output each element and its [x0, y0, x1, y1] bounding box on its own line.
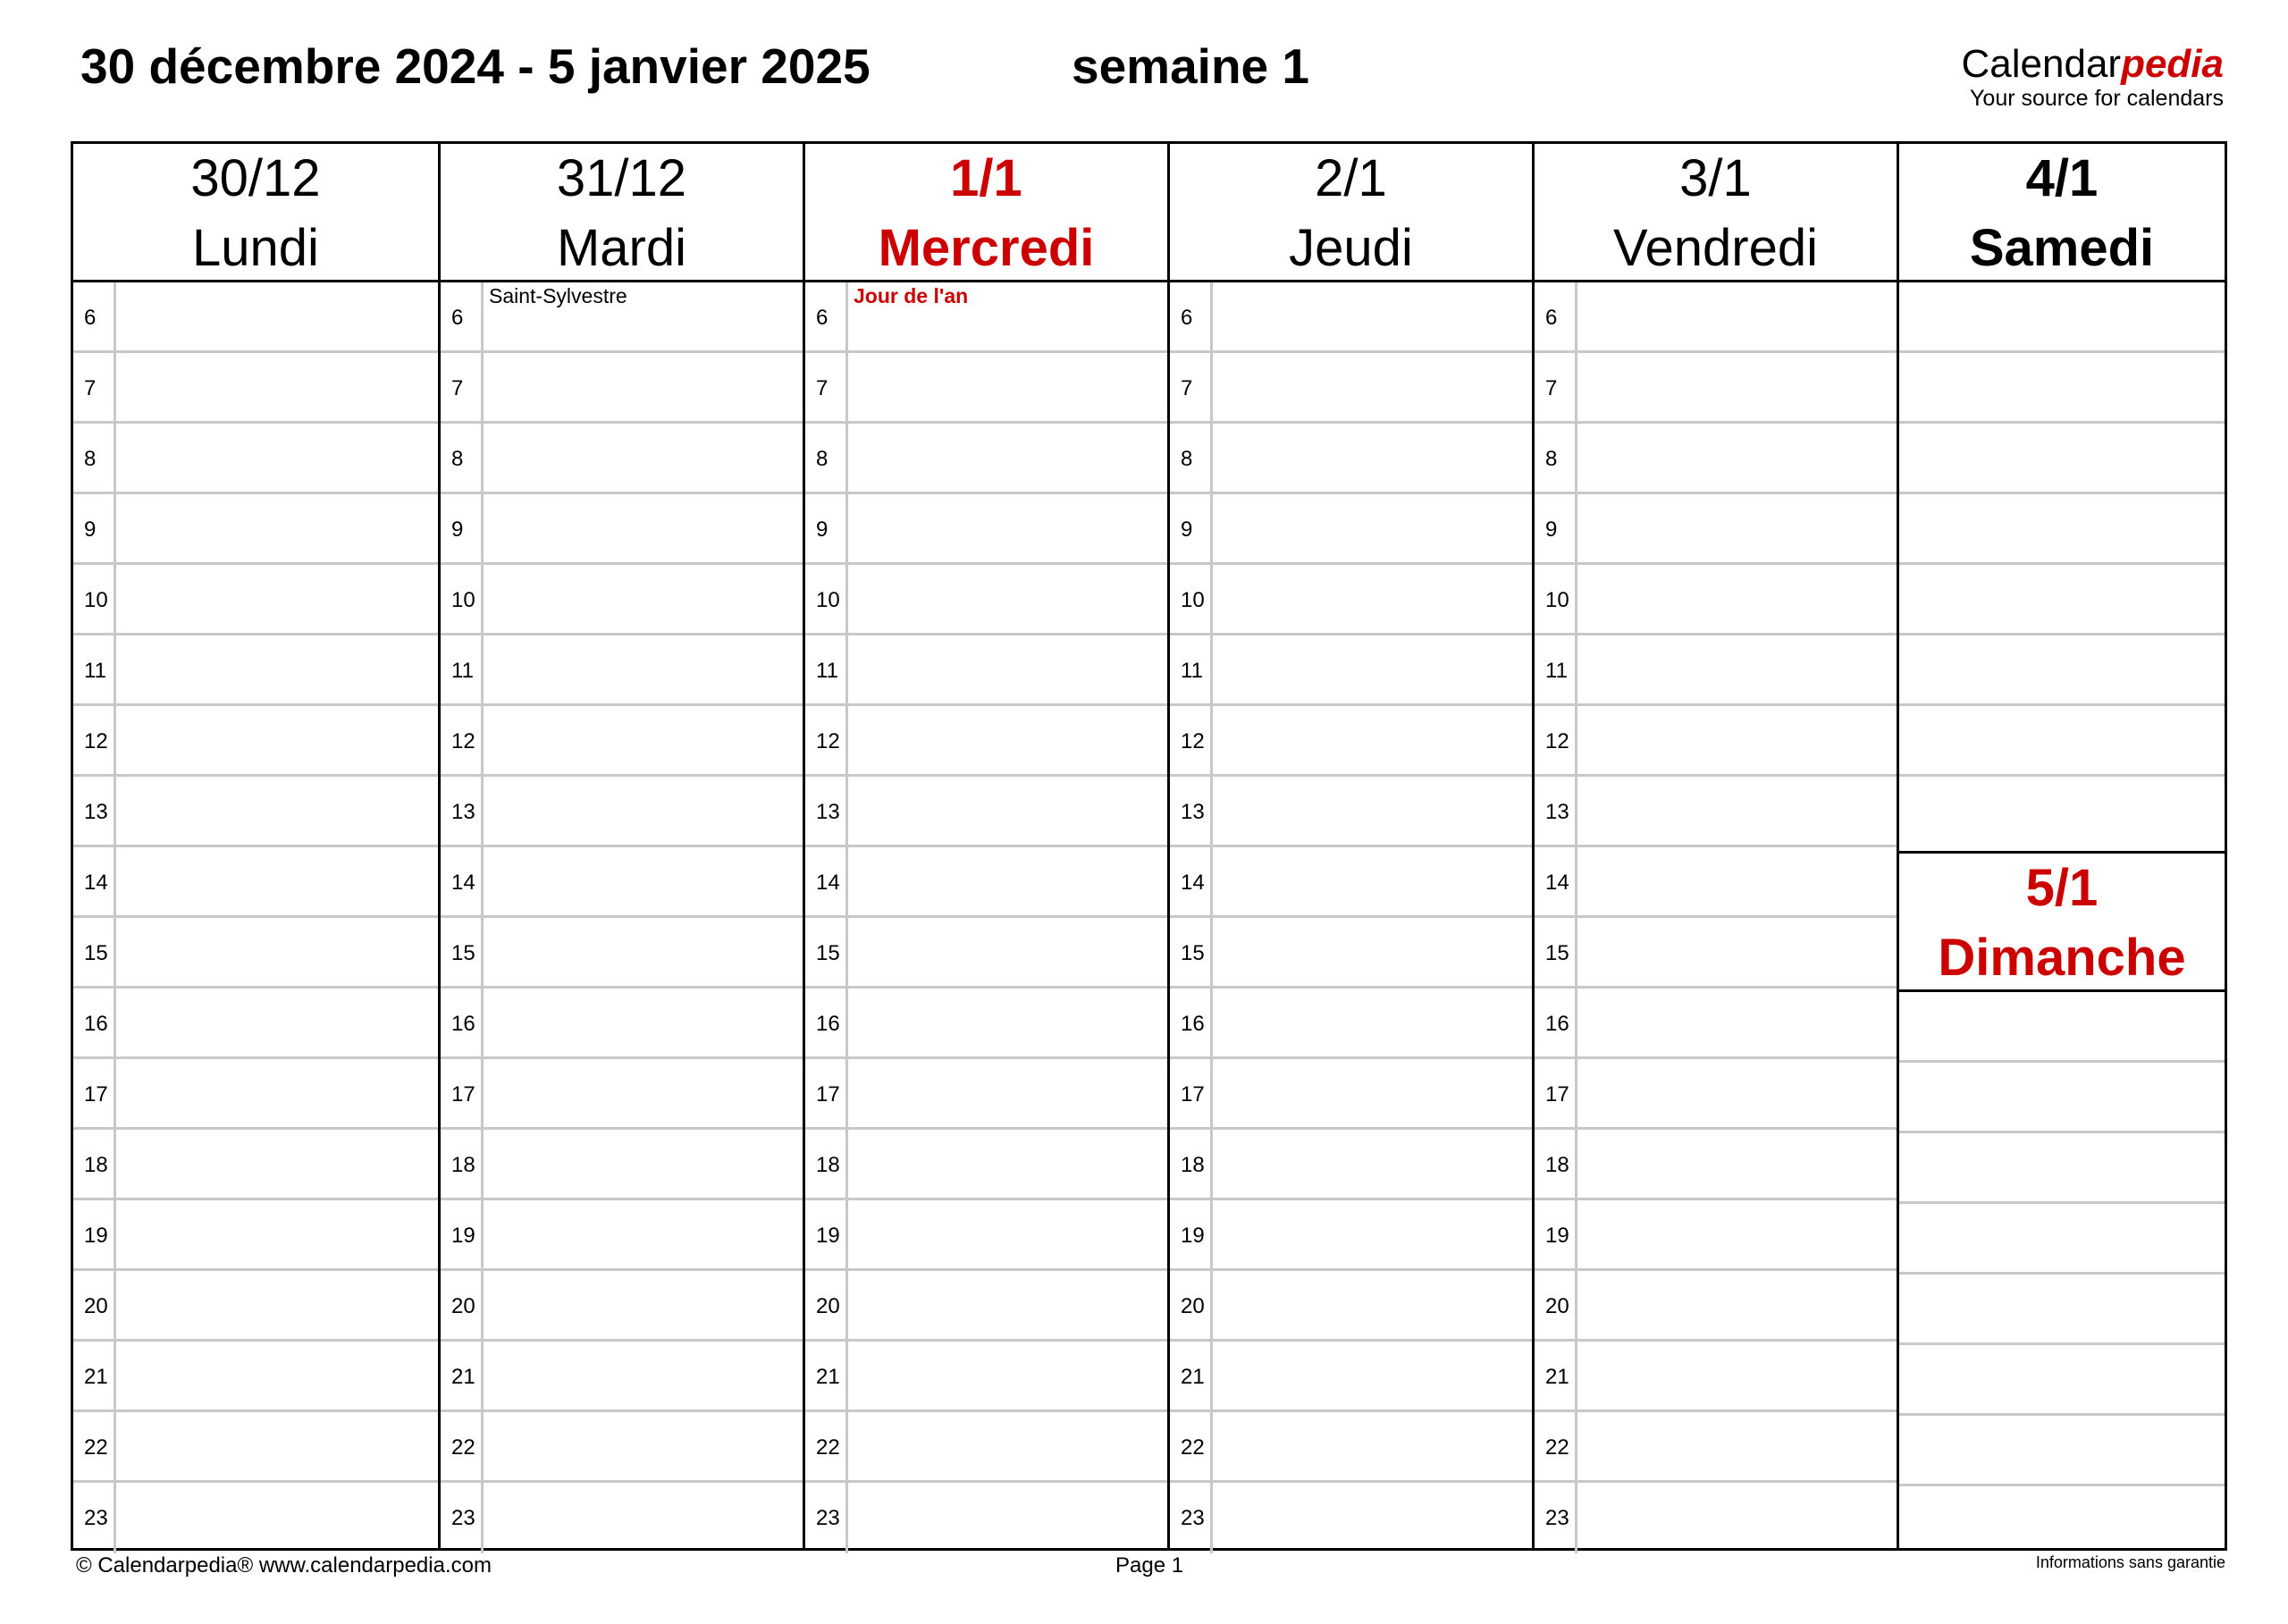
day-column [73, 144, 438, 1548]
hour-slot[interactable] [441, 777, 803, 847]
hour-slot[interactable] [1535, 1200, 1897, 1271]
day-name: Mardi [556, 219, 687, 277]
hour-slot[interactable] [1170, 989, 1532, 1059]
weekend-slot[interactable] [1899, 1063, 2225, 1133]
day-date: 30/12 [190, 149, 321, 207]
hour-label: 14 [805, 847, 848, 915]
hour-slot[interactable] [441, 847, 803, 918]
hour-label: 7 [441, 353, 484, 421]
weekend-slot[interactable] [1899, 565, 2225, 635]
hour-label: 23 [805, 1483, 848, 1553]
hour-label: 6 [73, 282, 116, 350]
hour-label: 9 [441, 494, 484, 562]
hour-label: 18 [441, 1130, 484, 1198]
hour-label: 15 [441, 918, 484, 986]
hour-slot[interactable] [441, 989, 803, 1059]
hour-label: 10 [1170, 565, 1213, 633]
hour-label: 20 [441, 1271, 484, 1339]
day-column [1167, 144, 1532, 1548]
hour-label: 19 [1170, 1200, 1213, 1268]
hour-slot[interactable] [73, 1483, 438, 1553]
hour-label: 10 [73, 565, 116, 633]
hour-slot[interactable] [1170, 918, 1532, 989]
hour-label: 16 [1535, 989, 1577, 1056]
hour-slot[interactable] [1170, 565, 1532, 635]
hour-slot[interactable] [1170, 635, 1532, 706]
hour-label: 12 [1535, 706, 1577, 774]
hour-slot[interactable] [1535, 1412, 1897, 1483]
hour-slot[interactable] [441, 635, 803, 706]
hour-label: 21 [1170, 1342, 1213, 1409]
hour-label: 7 [1170, 353, 1213, 421]
hour-slot[interactable] [805, 777, 1167, 847]
day-column [438, 144, 803, 1548]
hour-label: 16 [1170, 989, 1213, 1056]
hour-label: 17 [441, 1059, 484, 1127]
hour-label: 15 [73, 918, 116, 986]
hour-label: 17 [73, 1059, 116, 1127]
hour-label: 6 [805, 282, 848, 350]
hour-slot[interactable] [805, 1412, 1167, 1483]
hour-slot[interactable] [1535, 565, 1897, 635]
weekend-slot[interactable] [1899, 635, 2225, 706]
hour-slot[interactable] [73, 706, 438, 777]
weekend-slot[interactable] [1899, 282, 2225, 353]
hour-label: 15 [805, 918, 848, 986]
hour-slot[interactable] [73, 353, 438, 424]
hour-label: 11 [805, 635, 848, 703]
hour-slot[interactable] [805, 1342, 1167, 1412]
hour-slot[interactable] [441, 494, 803, 565]
hour-label: 9 [73, 494, 116, 562]
logo-tagline: Your source for calendars [1970, 86, 2224, 111]
hour-label: 21 [805, 1342, 848, 1409]
weekend-slot[interactable] [1899, 494, 2225, 565]
hour-label: 13 [805, 777, 848, 845]
hour-label: 20 [1170, 1271, 1213, 1339]
hour-slot[interactable] [805, 989, 1167, 1059]
day-column [1532, 144, 1897, 1548]
day-date: 4/1 [2025, 149, 2099, 207]
hour-label: 10 [441, 565, 484, 633]
hour-label: 16 [73, 989, 116, 1056]
sunday-slots [1899, 992, 2225, 1548]
hour-label: 21 [1535, 1342, 1577, 1409]
hour-slot[interactable] [1535, 353, 1897, 424]
hour-slot[interactable] [441, 1483, 803, 1553]
weekend-slot[interactable] [1899, 706, 2225, 777]
hour-slot[interactable] [73, 777, 438, 847]
hour-slot[interactable] [73, 1412, 438, 1483]
day-name: Jeudi [1289, 219, 1413, 277]
hour-label: 21 [73, 1342, 116, 1409]
hour-slot[interactable] [805, 1059, 1167, 1130]
hour-label: 14 [1535, 847, 1577, 915]
hour-slot[interactable] [441, 1130, 803, 1200]
hour-label: 20 [1535, 1271, 1577, 1339]
hour-slot[interactable] [73, 282, 438, 353]
day-header-dimanche [1899, 851, 2225, 992]
hour-label: 7 [805, 353, 848, 421]
hour-label: 9 [1170, 494, 1213, 562]
hour-label: 22 [1535, 1412, 1577, 1480]
hour-slot[interactable] [73, 1130, 438, 1200]
week-grid [71, 141, 2227, 1551]
day-date: 5/1 [2025, 859, 2099, 917]
hour-label: 13 [441, 777, 484, 845]
hour-slot[interactable] [1170, 353, 1532, 424]
hour-label: 18 [1170, 1130, 1213, 1198]
hour-slot[interactable] [73, 494, 438, 565]
logo-wordmark [1962, 43, 2224, 86]
hour-slot[interactable] [73, 1059, 438, 1130]
hour-slot[interactable] [1535, 494, 1897, 565]
week-label: semaine 1 [1072, 38, 1310, 94]
hour-label: 12 [1170, 706, 1213, 774]
hour-label: 8 [73, 424, 116, 492]
weekend-slot[interactable] [1899, 1486, 2225, 1557]
hour-label: 11 [441, 635, 484, 703]
hour-slot[interactable] [1170, 1271, 1532, 1342]
hour-slot[interactable] [441, 424, 803, 494]
hour-label: 14 [73, 847, 116, 915]
hour-slot[interactable] [1170, 1130, 1532, 1200]
hour-slot[interactable] [73, 565, 438, 635]
hour-slot[interactable] [805, 494, 1167, 565]
hour-slot[interactable] [1535, 847, 1897, 918]
hour-label: 14 [1170, 847, 1213, 915]
hour-label: 12 [73, 706, 116, 774]
hour-slot[interactable] [441, 1342, 803, 1412]
hour-slot[interactable] [1170, 847, 1532, 918]
hour-slot[interactable] [1170, 1200, 1532, 1271]
hour-slot[interactable] [1535, 282, 1897, 353]
day-name: Mercredi [878, 219, 1095, 277]
hour-label: 6 [1535, 282, 1577, 350]
hour-label: 11 [1170, 635, 1213, 703]
day-date: 31/12 [556, 149, 687, 207]
hour-slot[interactable] [1535, 989, 1897, 1059]
hour-label: 12 [441, 706, 484, 774]
event-label: Saint-Sylvestre [489, 284, 627, 307]
hour-slot[interactable] [805, 706, 1167, 777]
hour-label: 22 [73, 1412, 116, 1480]
footer-disclaimer: Informations sans garantie [2035, 1553, 2225, 1571]
hour-label: 15 [1535, 918, 1577, 986]
hour-slot[interactable] [1535, 777, 1897, 847]
hour-slot[interactable] [1170, 1483, 1532, 1553]
hour-label: 7 [1535, 353, 1577, 421]
hour-label: 23 [441, 1483, 484, 1553]
hour-label: 22 [805, 1412, 848, 1480]
hour-label: 19 [1535, 1200, 1577, 1268]
hour-slot[interactable] [1170, 282, 1532, 353]
hour-slot[interactable] [441, 1059, 803, 1130]
hour-label: 23 [1170, 1483, 1213, 1553]
hour-label: 16 [441, 989, 484, 1056]
hour-slot[interactable] [1170, 494, 1532, 565]
day-date: 2/1 [1315, 149, 1387, 207]
page-title: 30 décembre 2024 - 5 janvier 2025 [80, 38, 871, 94]
day-name: Samedi [1969, 219, 2155, 277]
hour-slot[interactable] [1170, 1059, 1532, 1130]
hour-label: 11 [1535, 635, 1577, 703]
hour-slot[interactable] [1535, 1271, 1897, 1342]
hour-slot[interactable] [73, 989, 438, 1059]
hour-label: 18 [73, 1130, 116, 1198]
saturday-slots [1899, 282, 2225, 851]
day-name: Vendredi [1613, 219, 1818, 277]
hour-label: 17 [1170, 1059, 1213, 1127]
hour-label: 8 [441, 424, 484, 492]
weekend-slot[interactable] [1899, 1345, 2225, 1416]
hour-slot[interactable] [805, 1200, 1167, 1271]
logo-accent-text: pedia [2121, 42, 2224, 86]
hour-slot[interactable] [73, 847, 438, 918]
weekend-slot[interactable] [1899, 1204, 2225, 1275]
day-header [1170, 144, 1532, 282]
hour-slot[interactable] [73, 1271, 438, 1342]
hour-slot[interactable] [441, 1412, 803, 1483]
hour-slot[interactable] [441, 918, 803, 989]
hour-label: 9 [1535, 494, 1577, 562]
hour-slot[interactable] [1170, 424, 1532, 494]
weekend-slot[interactable] [1899, 777, 2225, 847]
logo[interactable] [1962, 43, 2224, 111]
hour-slot[interactable] [1170, 1342, 1532, 1412]
hour-label: 11 [73, 635, 116, 703]
day-column [803, 144, 1167, 1548]
hour-slot[interactable] [1170, 1412, 1532, 1483]
footer-copyright: © Calendarpedia® www.calendarpedia.com [76, 1553, 492, 1578]
hour-slot[interactable] [1170, 777, 1532, 847]
hour-label: 13 [1170, 777, 1213, 845]
weekend-slot[interactable] [1899, 1133, 2225, 1204]
hour-slot[interactable] [805, 918, 1167, 989]
hour-label: 13 [73, 777, 116, 845]
hour-slot[interactable] [1535, 706, 1897, 777]
weekend-slot[interactable] [1899, 1416, 2225, 1486]
hour-label: 15 [1170, 918, 1213, 986]
weekend-slot[interactable] [1899, 1275, 2225, 1345]
hour-label: 14 [441, 847, 484, 915]
hour-slot[interactable] [1535, 918, 1897, 989]
day-header [441, 144, 803, 282]
hour-label: 19 [441, 1200, 484, 1268]
weekend-slot[interactable] [1899, 992, 2225, 1063]
day-date: 3/1 [1679, 149, 1752, 207]
event-label: Jour de l'an [854, 284, 969, 307]
hour-slot[interactable] [441, 282, 803, 353]
day-date: 1/1 [950, 149, 1022, 207]
hour-label: 13 [1535, 777, 1577, 845]
hour-slot[interactable] [805, 635, 1167, 706]
hour-label: 23 [1535, 1483, 1577, 1553]
hour-slot[interactable] [73, 918, 438, 989]
day-name: Lundi [192, 219, 319, 277]
hour-slot[interactable] [1535, 1059, 1897, 1130]
footer-page-number: Page 1 [1115, 1553, 1184, 1578]
day-header-samedi [1899, 144, 2225, 282]
hour-label: 8 [805, 424, 848, 492]
hour-slot[interactable] [73, 424, 438, 494]
hour-slot[interactable] [1170, 706, 1532, 777]
hour-slot[interactable] [1535, 1342, 1897, 1412]
hour-slot[interactable] [805, 565, 1167, 635]
hour-slot[interactable] [1535, 1483, 1897, 1553]
hour-slot[interactable] [441, 353, 803, 424]
hour-label: 19 [805, 1200, 848, 1268]
hour-label: 7 [73, 353, 116, 421]
hour-slot[interactable] [1535, 635, 1897, 706]
hour-slot[interactable] [1535, 424, 1897, 494]
hour-slot[interactable] [805, 424, 1167, 494]
hour-label: 12 [805, 706, 848, 774]
hour-label: 17 [1535, 1059, 1577, 1127]
day-header [73, 144, 438, 282]
weekend-slot[interactable] [1899, 424, 2225, 494]
hour-label: 22 [441, 1412, 484, 1480]
hour-slot[interactable] [441, 1271, 803, 1342]
hour-label: 22 [1170, 1412, 1213, 1480]
hour-label: 6 [1170, 282, 1213, 350]
hour-label: 18 [805, 1130, 848, 1198]
hour-label: 10 [805, 565, 848, 633]
hour-label: 20 [73, 1271, 116, 1339]
day-header [1535, 144, 1897, 282]
hour-slot[interactable] [805, 282, 1167, 353]
hour-slot[interactable] [805, 353, 1167, 424]
hour-label: 17 [805, 1059, 848, 1127]
logo-main-text: Calendar [1961, 42, 2122, 86]
hour-slot[interactable] [73, 1342, 438, 1412]
weekend-slot[interactable] [1899, 353, 2225, 424]
hour-label: 19 [73, 1200, 116, 1268]
hour-label: 23 [73, 1483, 116, 1553]
hour-slot[interactable] [73, 1200, 438, 1271]
hour-slot[interactable] [441, 1200, 803, 1271]
hour-slot[interactable] [805, 847, 1167, 918]
hour-slot[interactable] [805, 1130, 1167, 1200]
day-name: Dimanche [1938, 929, 2186, 987]
hour-slot[interactable] [805, 1271, 1167, 1342]
hour-slot[interactable] [805, 1483, 1167, 1553]
hour-slot[interactable] [441, 706, 803, 777]
hour-slot[interactable] [73, 635, 438, 706]
hour-label: 16 [805, 989, 848, 1056]
hour-label: 20 [805, 1271, 848, 1339]
hour-label: 9 [805, 494, 848, 562]
hour-label: 8 [1535, 424, 1577, 492]
hour-label: 6 [441, 282, 484, 350]
hour-label: 21 [441, 1342, 484, 1409]
hour-label: 8 [1170, 424, 1213, 492]
day-header [805, 144, 1167, 282]
hour-label: 10 [1535, 565, 1577, 633]
hour-label: 18 [1535, 1130, 1577, 1198]
hour-slot[interactable] [441, 565, 803, 635]
hour-slot[interactable] [1535, 1130, 1897, 1200]
weekend-column [1897, 144, 2225, 1548]
